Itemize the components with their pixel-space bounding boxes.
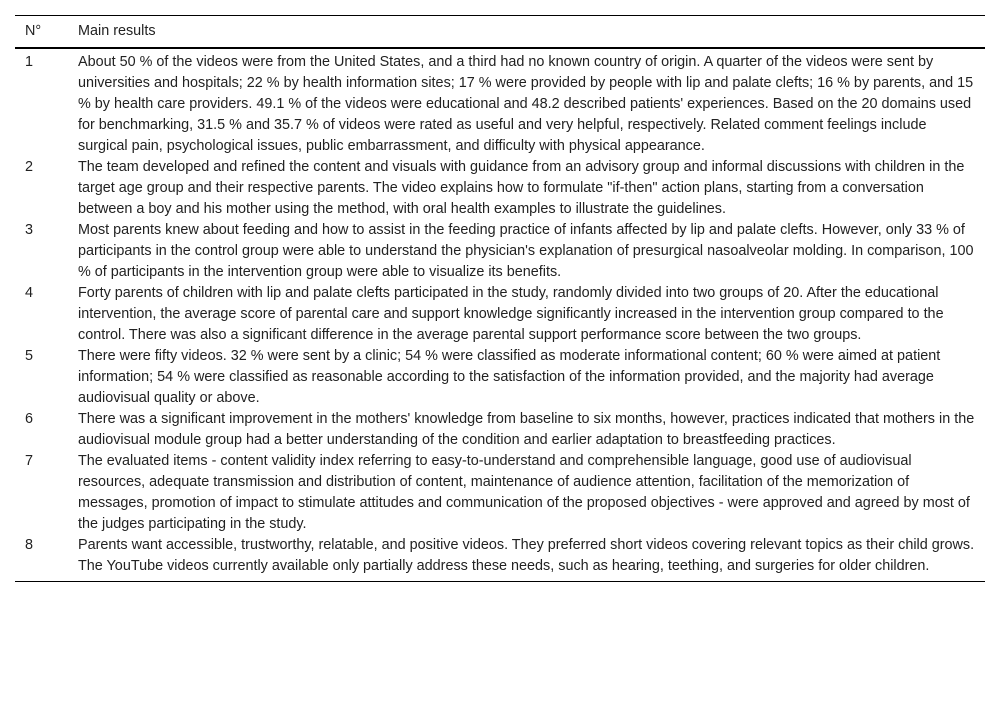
row-result: There was a significant improvement in the mothers' knowledge from baseline to six months, however, practices indicated that mothers in the audiovisual module group had a better understanding of the condition and earlier adaptation to breastfeeding practices. xyxy=(78,411,975,448)
row-number: 2 xyxy=(25,159,34,175)
table-row xyxy=(15,346,985,409)
table-row xyxy=(15,535,985,582)
row-number: 5 xyxy=(25,348,34,364)
row-number: 4 xyxy=(25,285,34,301)
table-row xyxy=(15,409,985,451)
row-result: The team developed and refined the content and visuals with guidance from an advisory group and informal discussions with children in the target age group and their respective parents. The video explains how to formulate "if-then" action plans, starting from a conversation between a boy and his mother using the method, with oral health examples to illustrate the guidelines. xyxy=(78,159,965,217)
table-row xyxy=(15,157,985,220)
table-header xyxy=(15,16,985,49)
row-number: 8 xyxy=(25,537,34,553)
header-row xyxy=(15,16,985,49)
row-number: 1 xyxy=(25,54,34,70)
row-result: Parents want accessible, trustworthy, relatable, and positive videos. They preferred short videos covering relevant topics as their child grows. The YouTube videos currently available only partially address these needs, such as hearing, teething, and surgeries for older children. xyxy=(78,537,975,574)
table-row xyxy=(15,283,985,346)
row-result: The evaluated items - content validity index referring to easy-to-understand and comprehensible language, good use of audiovisual resources, adequate transmission and distribution of content, maintenance of audience attention, facilitation of the memorization of messages, promotion of impact to stimulate attitudes and communication of the proposed objectives - were approved and agreed by most of the judges participating in the study. xyxy=(78,453,970,532)
row-number: 6 xyxy=(25,411,34,427)
table-row xyxy=(15,220,985,283)
row-result: There were fifty videos. 32 % were sent by a clinic; 54 % were classified as moderate informational content; 60 % were aimed at patient information; 54 % were classified as reasonable according to the satisfaction of the information provided, and the majority had average audiovisual quality or above. xyxy=(78,348,941,406)
row-result: Forty parents of children with lip and palate clefts participated in the study, randomly divided into two groups of 20. After the educational intervention, the average score of parental care and support knowledge significantly increased in the intervention group compared to the control. There was also a significant difference in the average parental support performance score between the two groups. xyxy=(78,285,944,343)
row-number: 3 xyxy=(25,222,34,238)
row-result: Most parents knew about feeding and how to assist in the feeding practice of infants affected by lip and palate clefts. However, only 33 % of participants in the control group were able to understand the physician's explanation of presurgical nasoalveolar molding. In comparison, 100 % of participants in the intervention group were able to visualize its benefits. xyxy=(78,222,974,280)
table-row xyxy=(15,48,985,157)
results-table-container xyxy=(15,15,985,582)
row-result: About 50 % of the videos were from the United States, and a third had no known country of origin. A quarter of the videos were sent by universities and hospitals; 22 % by health information sites; 17 % were provided by people with lip and palate clefts; 16 % by parents, and 15 % by health care providers. 49.1 % of the videos were educational and 48.2 described patients' experiences. Based on the 20 domains used for benchmarking, 31.5 % and 35.7 % of videos were rated as useful and very helpful, respectively. Related comment feelings include surgical pain, psychological issues, public embarrassment, and difficulty with physical appearance. xyxy=(78,54,974,154)
header-main-results: Main results xyxy=(78,23,156,39)
header-number: N° xyxy=(25,23,42,39)
results-table xyxy=(15,15,985,582)
table-row xyxy=(15,451,985,535)
table-body xyxy=(15,48,985,582)
row-number: 7 xyxy=(25,453,34,469)
